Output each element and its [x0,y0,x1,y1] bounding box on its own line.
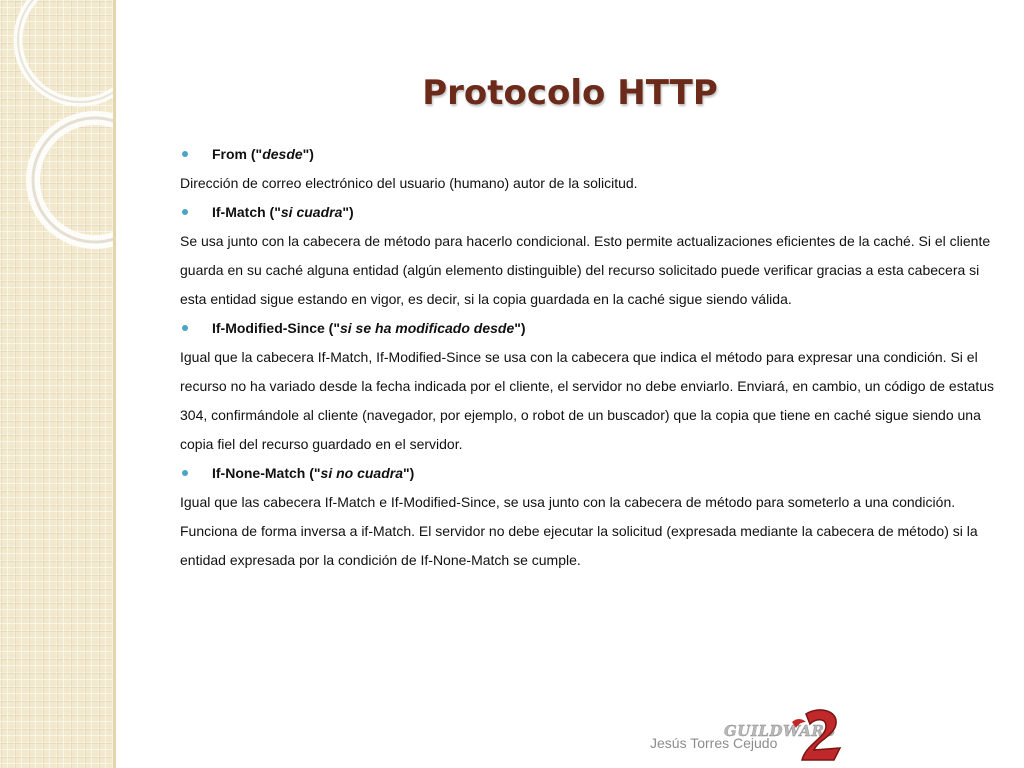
quote-open: (" [247,146,263,162]
bullet-dot-icon [182,470,188,476]
quote-open: (" [324,320,340,336]
header-translation: si se ha modificado desde [339,320,515,336]
slide-content [180,140,1000,575]
paragraph-if-match: Se usa junto con la cabecera de método para hacerlo condicional. Esto permite actualizaciones eficientes de la caché. Si el cliente guarda en su caché alguna entidad (algún elemento distinguible) del recurso solicitado puede verificar gracias a esta cabecera si esta entidad sigue estando en vigor, es decir, si la copia guardada en la caché sigue siendo válida. [180,233,991,307]
bullet-if-match [180,198,1000,227]
quote-close: ") [342,204,354,220]
bullet-from [180,140,1000,169]
decorative-rings [0,0,113,768]
quote-open: (" [305,465,321,481]
quote-close: ") [302,146,314,162]
header-translation: si no cuadra [320,465,403,481]
paragraph-if-none-match: Igual que las cabecera If-Match e If-Modified-Since, se usa junto con la cabecera de método para someterlo a una condición. Funciona de forma inversa a if-Match. El servidor no debe ejecutar la solicitud (expresada mediante la cabecera de método) si la entidad expresada por la condición de If-None-Match se cumple. [180,494,978,568]
decorative-side-panel [0,0,113,768]
paragraph-from: Dirección de correo electrónico del usuario (humano) autor de la solicitud. [180,175,638,191]
header-translation: desde [262,146,303,162]
quote-open: (" [265,204,281,220]
header-name: If-None-Match [212,465,306,481]
header-translation: si cuadra [280,204,343,220]
bullet-dot-icon [182,151,188,157]
slide-title: Protocolo HTTP [422,73,718,113]
header-name: If-Modified-Since [212,320,325,336]
footer-author: Jesús Torres Cejudo [650,735,778,751]
side-panel-edge [113,0,116,768]
paragraph-if-modified-since: Igual que la cabecera If-Match, If-Modified-Since se usa con la cabecera que indica el método para expresar una condición. Si el recurso no ha variado desde la fecha indicada por el cliente, el servidor no debe enviarlo. Enviará, en cambio, un código de estatus 304, confirmándole al cliente (navegador, por ejemplo, o robot de un buscador) que la copia que tiene en caché sigue siendo una copia fiel del recurso guardado en el servidor. [180,349,995,452]
logo-text: GUILDWARS [724,722,836,740]
quote-close: ") [514,320,526,336]
bullet-if-modified-since [180,314,1000,343]
bullet-dot-icon [182,209,188,215]
bullet-if-none-match [180,459,1000,488]
quote-close: ") [403,465,415,481]
header-name: If-Match [212,204,266,220]
bullet-dot-icon [182,325,188,331]
header-name: From [212,146,247,162]
